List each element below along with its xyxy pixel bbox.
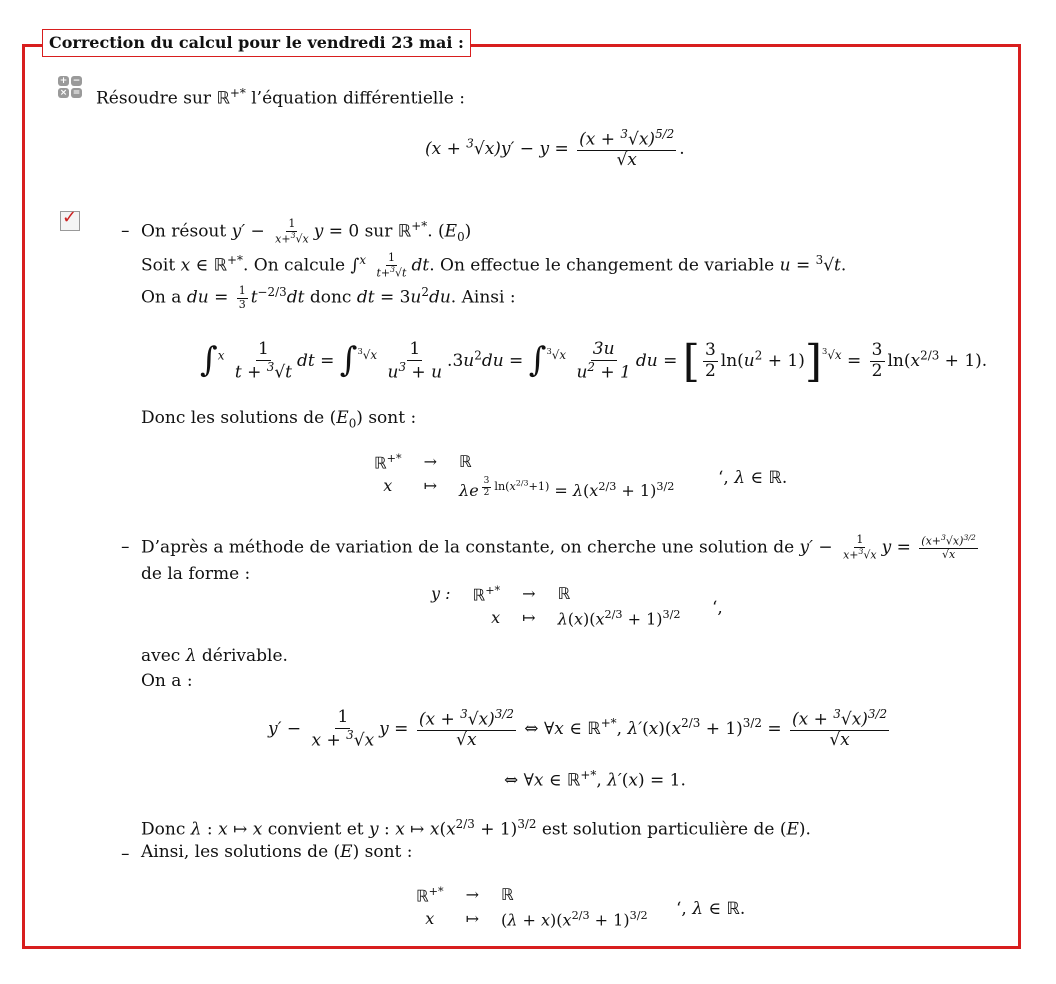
item1-line2: Soit x ∈ ℝ+*. On calcule ∫$^x$ $\frac{1}{t+^3√t}$ dt. On effectue le changement de variable u = $^3$√t. <box>141 251 847 280</box>
page-title: Correction du calcul pour le vendredi 23 mai : <box>42 29 471 57</box>
item3-map: ℝ+* → ℝ x ↦ $(\lambda + x)(x^{2/3} + 1)^{3/2}$ <box>416 885 648 930</box>
item3-line1: Ainsi, les solutions de (E) sont : <box>141 842 413 862</box>
minus-key: − <box>72 76 81 86</box>
bullet-2: – <box>121 537 130 557</box>
item1-integral: ∫$^x$ $\frac{1}{t + ^3√t}$ dt = ∫$^{^3√x}$ $\frac{1}{u^3 + u}$ $.3u^2du = \int^{^3√x}$ $\frac{3u}{u^2 + 1}$ du = [ $\frac{3}{2}$ $\ln(u^2 + 1)]^{^3√x}$ = $\frac{3}{2}$ $\ln(x^{2/3} + 1)$. <box>200 336 988 387</box>
item2-map-suffix: ‘, <box>712 598 723 618</box>
statement-intro: Résoudre sur ℝ+* l’équation différentielle : <box>96 86 465 109</box>
checkmark-icon: ✓ <box>60 211 80 231</box>
plus-key: + <box>59 76 68 86</box>
item2-line1: D’après a méthode de variation de la constante, on cherche une solution de y′ − $\frac{1}{x+^3√x}$ y = $\frac{(x+^3√x)^{3/2}}{√x}$ <box>141 533 976 562</box>
item2-equiv2: ⇔ ∀x ∈ ℝ+*, λ′(x) = 1. <box>504 768 686 791</box>
times-key: × <box>59 88 68 98</box>
statement-equation: (x + $^3$√x)y′ − y = $\frac{(x + ^3√x)^{5/2}}{√x}$ . <box>425 127 685 171</box>
item2-map: y : ℝ+* → ℝ x ↦ $\lambda(x)(x^{2/3} + 1)^{3/2}$ <box>431 584 681 629</box>
bullet-3: – <box>121 844 130 864</box>
item2-line2: de la forme : <box>141 564 251 584</box>
item1-line3: On a du = $\frac{1}{3}$ $t^{-2/3}dt$ donc dt = $3u^2du$. Ainsi : <box>141 284 516 311</box>
item1-map: ℝ+* → ℝ x ↦ λe $^{\frac{3}{2} ln(x^{2/3}+1)} = \lambda(x^{2/3} + 1)^{3/2}$ <box>374 452 675 501</box>
item3-map-suffix: ‘, λ ∈ ℝ. <box>676 899 746 919</box>
equals-key: = <box>72 88 81 98</box>
item1-line1: On résout y′ − $\frac{1}{x+^3√x}$ y = 0 sur ℝ+*. $(E_0)$ <box>141 217 472 246</box>
item2-line4: On a : <box>141 671 193 691</box>
item1-map-suffix: ‘, λ ∈ ℝ. <box>718 468 788 488</box>
item2-equiv1: y′ − $\frac{1}{x + ^3√x}$ y = $\frac{(x + ^3√x)^{3/2}}{√x}$ ⇔ ∀x ∈ ℝ+*, $\lambda'(x)(x^{2/3} + 1)^{3/2}$ = $\frac{(x + ^3√x)^{3/2}}{√x}$ <box>268 707 888 751</box>
item1-conclusion: Donc les solutions de $(E_0)$ sont : <box>141 408 417 431</box>
calculator-icon <box>58 76 84 102</box>
item2-conclusion: Donc λ : x ↦ x convient et y : x ↦ $x(x^{2/3} + 1)^{3/2}$ est solution particulière de (E). <box>141 817 811 840</box>
bullet-1: – <box>121 221 130 241</box>
item2-line3: avec λ dérivable. <box>141 646 288 666</box>
